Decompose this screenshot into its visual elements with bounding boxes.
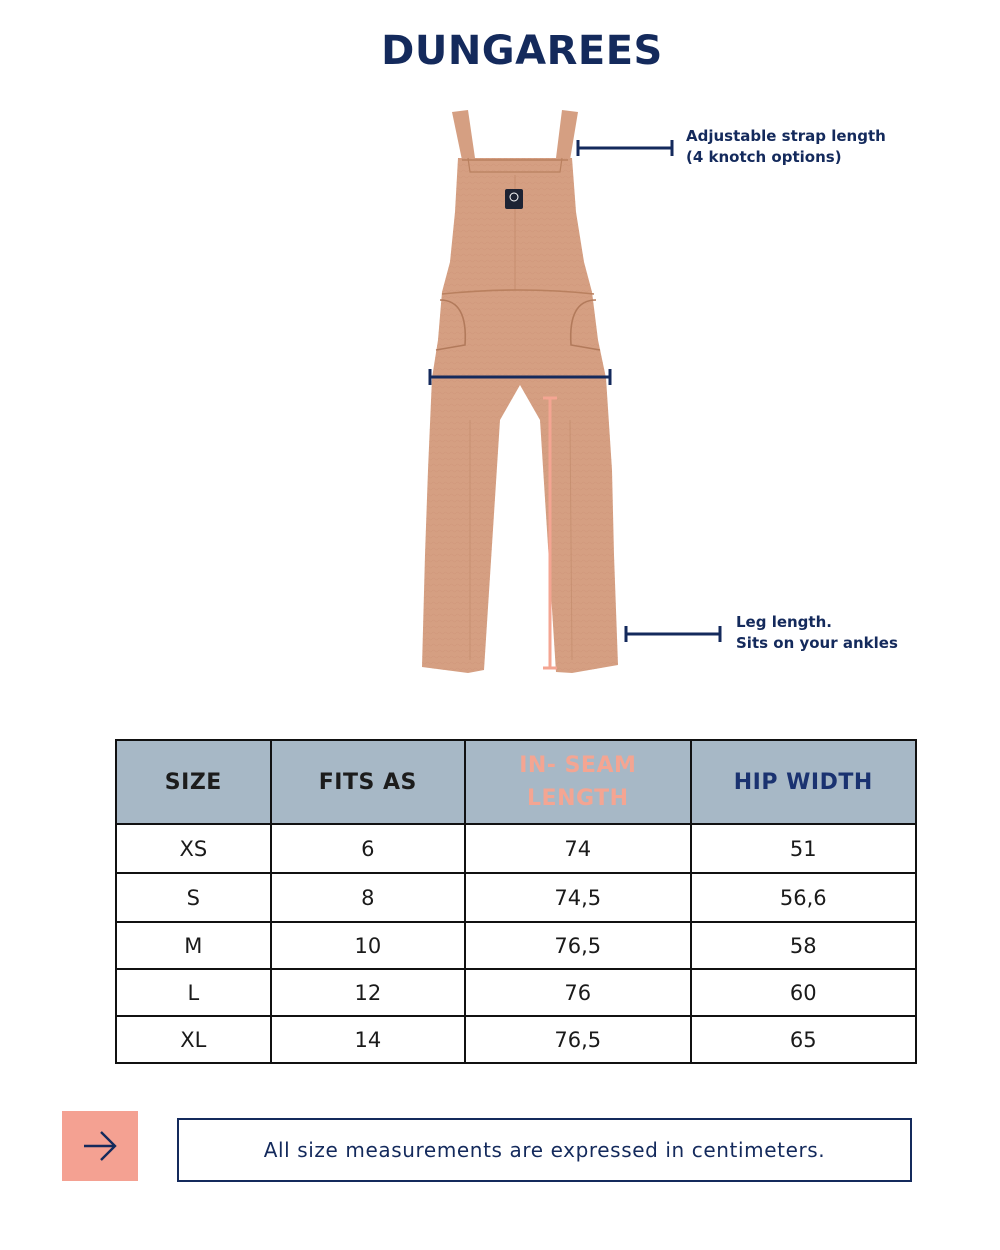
- table-row: [116, 873, 916, 922]
- cell-fits-as: 10: [271, 922, 465, 969]
- cell-inseam: 74,5: [465, 873, 691, 922]
- page-title: DUNGAREES: [381, 28, 663, 74]
- cell-size: XS: [116, 824, 271, 873]
- header-inseam-length: [465, 740, 691, 824]
- measurement-note-text: All size measurements are expressed in centimeters.: [263, 1138, 826, 1162]
- leg-callout-line1: Leg length.: [736, 613, 832, 631]
- arrow-right-icon: [80, 1126, 120, 1166]
- leg-measure-line: [626, 626, 720, 642]
- cell-inseam: 76,5: [465, 1016, 691, 1063]
- header-hip-width: HIP WIDTH: [691, 740, 916, 824]
- table-row: [116, 922, 916, 969]
- cell-size: XL: [116, 1016, 271, 1063]
- strap-callout: [686, 126, 886, 168]
- strap-callout-line2: (4 knotch options): [686, 148, 842, 166]
- cell-inseam: 76,5: [465, 922, 691, 969]
- cell-size: L: [116, 969, 271, 1016]
- header-size: SIZE: [116, 740, 271, 824]
- size-table: [115, 739, 917, 1064]
- cell-fits-as: 6: [271, 824, 465, 873]
- header-fits-as: FITS AS: [271, 740, 465, 824]
- dungarees-image: [422, 110, 618, 673]
- cell-fits-as: 8: [271, 873, 465, 922]
- header-inseam-line1: IN- SEAM: [519, 753, 637, 778]
- table-row: [116, 969, 916, 1016]
- cell-hip: 65: [691, 1016, 916, 1063]
- header-inseam-line2: LENGTH: [527, 786, 629, 811]
- measurement-note: [177, 1118, 912, 1182]
- cell-inseam: 74: [465, 824, 691, 873]
- table-header-row: [116, 740, 916, 824]
- strap-measure-line: [578, 140, 672, 156]
- cell-size: M: [116, 922, 271, 969]
- left-strap: [452, 110, 475, 160]
- arrow-button[interactable]: [62, 1111, 138, 1181]
- leg-callout-line2: Sits on your ankles: [736, 634, 898, 652]
- cell-inseam: 76: [465, 969, 691, 1016]
- table-row: [116, 824, 916, 873]
- strap-callout-line1: Adjustable strap length: [686, 127, 886, 145]
- cell-fits-as: 14: [271, 1016, 465, 1063]
- table-row: [116, 1016, 916, 1063]
- cell-fits-as: 12: [271, 969, 465, 1016]
- right-strap: [556, 110, 578, 160]
- cell-hip: 58: [691, 922, 916, 969]
- cell-size: S: [116, 873, 271, 922]
- cell-hip: 56,6: [691, 873, 916, 922]
- cell-hip: 60: [691, 969, 916, 1016]
- cell-hip: 51: [691, 824, 916, 873]
- brand-label-icon: [505, 189, 523, 209]
- leg-callout: [736, 612, 898, 654]
